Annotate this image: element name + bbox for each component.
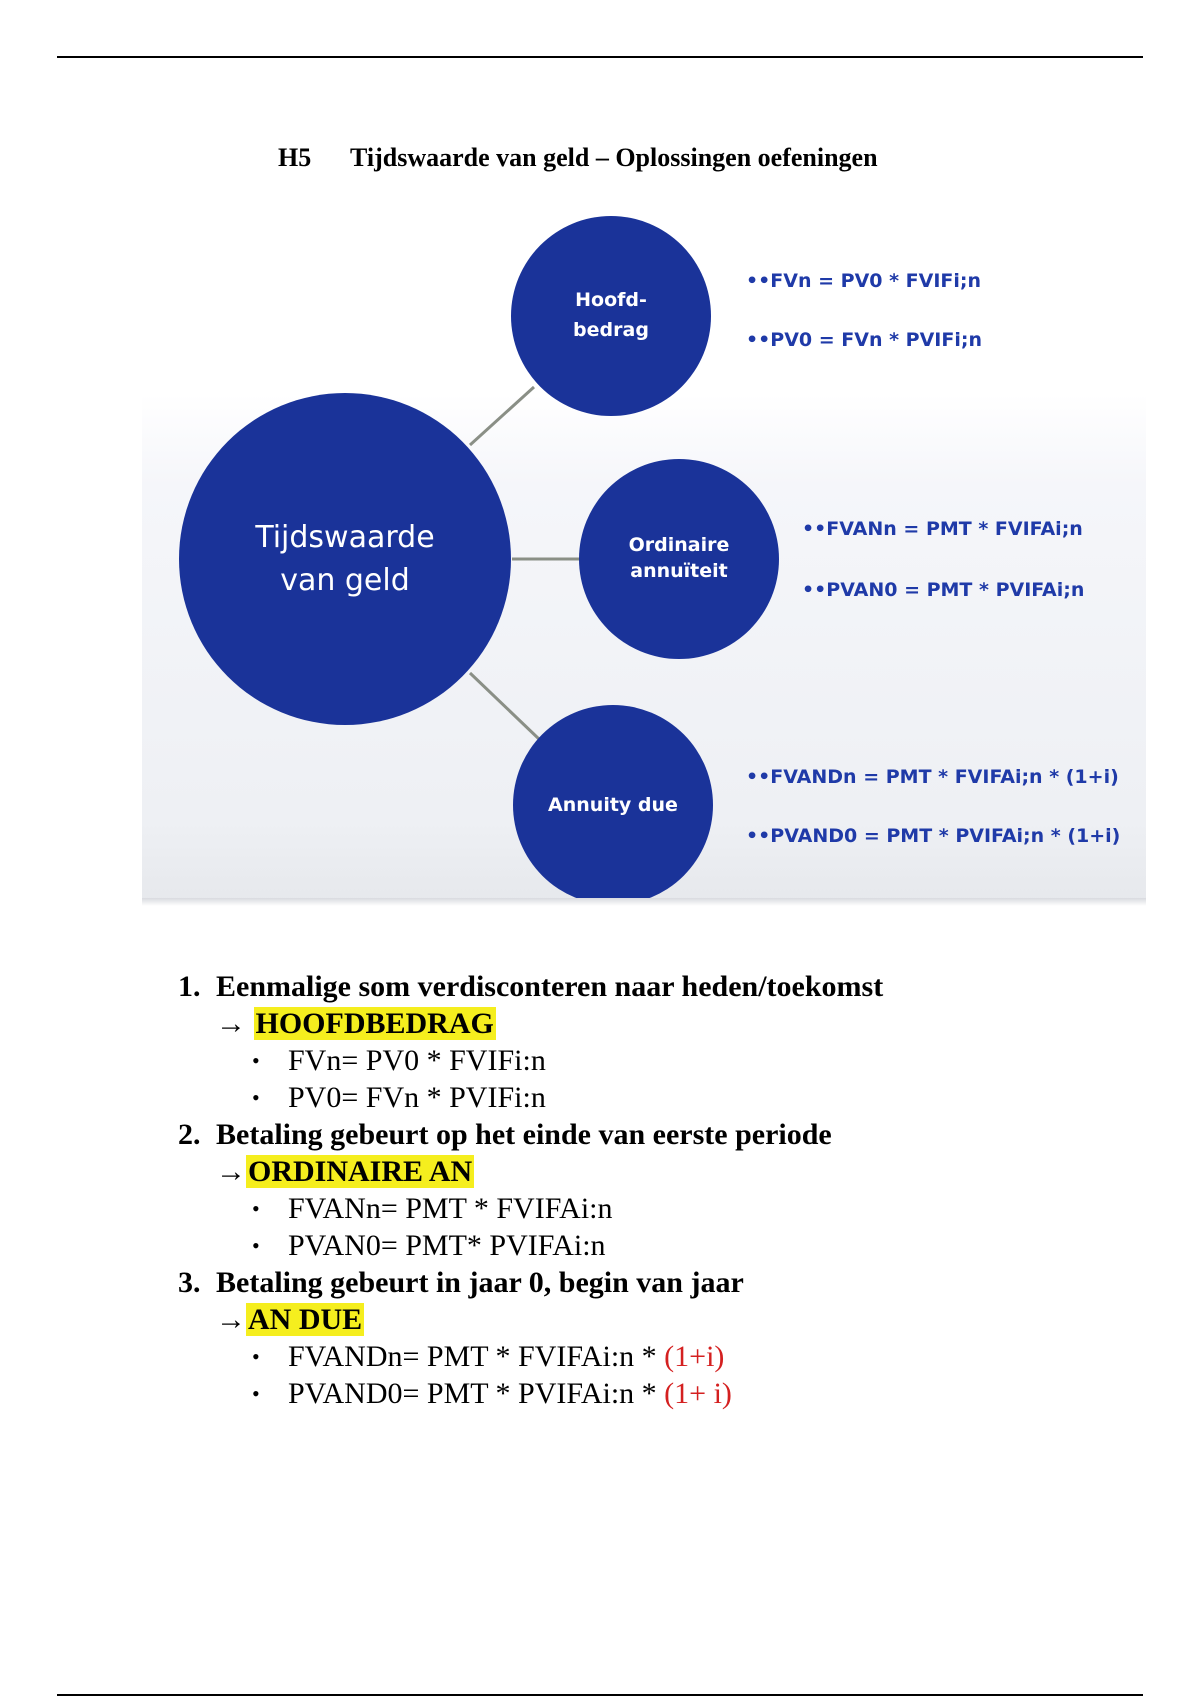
concept-diagram [142, 205, 1146, 905]
bullet-icon: • [252, 1085, 260, 1110]
bullet-icon: • [252, 1196, 260, 1221]
node-label-line1: Ordinaire [628, 534, 730, 557]
list-item [178, 1116, 1138, 1264]
bullet-red-term: (1+ i) [664, 1377, 732, 1410]
bottom-rule [57, 1694, 1143, 1696]
formula-pv: ••PV0 = FVn * PVIFi;n [746, 329, 982, 351]
list-item-heading [178, 1264, 1138, 1301]
highlight-label: AN DUE [248, 1303, 363, 1336]
bullet-text: FVn= PV0 * FVIFi:n [288, 1044, 546, 1077]
arrow-line [178, 1301, 1138, 1338]
bullet-text: FVANDn= PMT * FVIFAi:n * [288, 1340, 665, 1373]
list-number: 3. [178, 1266, 201, 1299]
bullet-item [178, 1042, 1138, 1079]
chapter-code: H5 [278, 143, 312, 172]
node-label-line1: Annuity due [548, 793, 678, 816]
bullet-item [178, 1227, 1138, 1264]
list-item-title: Betaling gebeurt op het einde van eerste periode [216, 1118, 832, 1151]
formula-fvan: ••FVANn = PMT * FVIFAi;n [802, 518, 1083, 540]
node-label-ordinaire [594, 519, 764, 599]
bullet-text: PVAN0= PMT* PVIFAi:n [288, 1229, 606, 1262]
arrow-icon: → [216, 1007, 254, 1040]
bullet-item [178, 1375, 1138, 1412]
bullet-item [178, 1338, 1138, 1375]
bullet-icon: • [252, 1048, 260, 1073]
connector-bottom [470, 673, 540, 740]
bullet-item [178, 1190, 1138, 1227]
arrow-line [178, 1005, 1138, 1042]
formula-fv: ••FVn = PV0 * FVIFi;n [746, 270, 982, 292]
list-item-heading [178, 968, 1138, 1005]
bullet-icon: • [252, 1381, 260, 1406]
arrow-icon: → [216, 1155, 246, 1188]
list-item-heading [178, 1116, 1138, 1153]
top-rule [57, 56, 1143, 58]
list-item [178, 1264, 1138, 1412]
node-label-line1: Hoofd- [575, 288, 647, 311]
arrow-icon: → [216, 1303, 246, 1336]
connector-top [470, 387, 534, 445]
list-number: 1. [178, 970, 201, 1003]
diagram-shadow [142, 898, 1146, 906]
list-item-title: Betaling gebeurt in jaar 0, begin van jaar [216, 1266, 744, 1299]
formula-fvand: ••FVANDn = PMT * FVIFAi;n * (1+i) [746, 766, 1119, 788]
bullet-text: FVANn= PMT * FVIFAi:n [288, 1192, 613, 1225]
bullet-text: PV0= FVn * PVIFi:n [288, 1081, 546, 1114]
list-item-title: Eenmalige som verdisconteren naar heden/toekomst [216, 970, 884, 1003]
center-label-line2: van geld [280, 563, 410, 598]
bullet-item [178, 1079, 1138, 1116]
node-label-line2: annuïteit [630, 560, 728, 582]
arrow-line [178, 1153, 1138, 1190]
page-title [278, 143, 878, 173]
list-item [178, 968, 1138, 1116]
formula-pvand: ••PVAND0 = PMT * PVIFAi;n * (1+i) [746, 825, 1121, 847]
node-label-hoofdbedrag [531, 275, 691, 355]
center-label [179, 475, 511, 643]
center-label-line1: Tijdswaarde [255, 519, 435, 555]
solutions-list [178, 968, 1138, 1412]
bullet-icon: • [252, 1233, 260, 1258]
bullet-red-term: (1+i) [664, 1340, 725, 1373]
highlight-label: HOOFDBEDRAG [255, 1007, 494, 1040]
formula-pvan: ••PVAN0 = PMT * PVIFAi;n [802, 579, 1085, 601]
bullet-text: PVAND0= PMT * PVIFAi:n * [288, 1377, 665, 1410]
chapter-title: Tijdswaarde van geld – Oplossingen oefeningen [350, 143, 878, 172]
highlight-label: ORDINAIRE AN [248, 1155, 473, 1188]
node-label-annuity-due [523, 785, 703, 825]
bullet-icon: • [252, 1344, 260, 1369]
list-number: 2. [178, 1118, 201, 1151]
node-label-line2: bedrag [573, 319, 649, 341]
